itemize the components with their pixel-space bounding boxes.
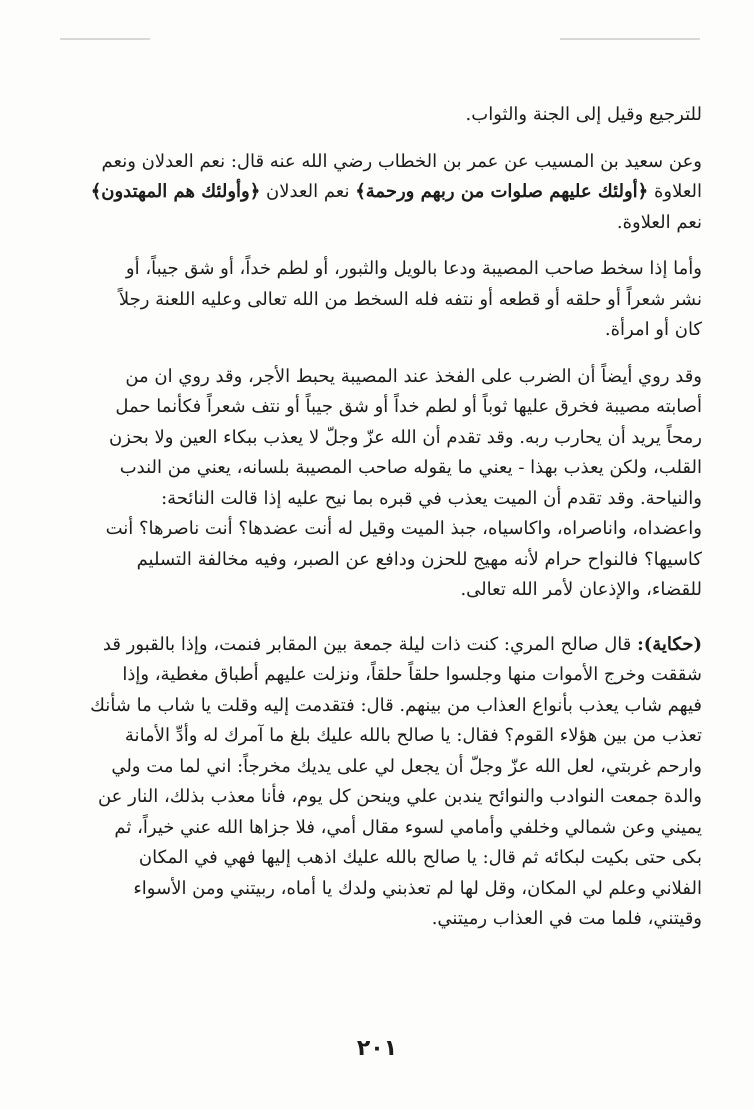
text-segment: نعم العلاوة. (616, 211, 702, 233)
paragraph-2 (90, 147, 702, 239)
scan-artifact (60, 38, 150, 40)
quran-quote: ﴿وأولئك هم المهتدون﴾ (90, 181, 261, 202)
story-heading: (حكاية): (637, 633, 702, 655)
text-segment: وعن سعيد بن المسيب عن عمر بن الخطاب رضي الله عنه قال: نعم العدلان ونعم العلاوة (101, 150, 702, 202)
paragraph-1 (90, 100, 702, 131)
paragraph-4 (90, 362, 702, 606)
page-body (90, 100, 702, 935)
paragraph-5-story (90, 630, 702, 935)
page-number: ٢٠١ (356, 1036, 398, 1061)
quran-quote: ﴿أولئك عليهم صلوات من ربهم ورحمة﴾ (355, 181, 649, 202)
text-segment: وأما إذا سخط صاحب المصيبة ودعا بالويل والثبور، أو لطم خداً، أو شق جيباً، أو نشر شعراً أو حلقه أو قطعه أو نتفه فله السخط من الله تعالى وعليه اللعنة رجلاً كان أو امرأة. (118, 258, 702, 340)
text-segment: للترجيع وقيل إلى الجنة والثواب. (465, 104, 702, 125)
paragraph-3 (90, 254, 702, 346)
text-segment: نعم العدلان (260, 181, 356, 202)
text-segment: وقد روي أيضاً أن الضرب على الفخذ عند المصيبة يحبط الأجر، وقد روي ان من أصابته مصيبة فخرق عليها ثوباً أو لطم خداً أو شق جيباً أو نتف شعراً فكأنما حمل رمحاً يريد أن يحارب ربه. وقد تقدم أن الله عزّ وجلّ لا يعذب ببكاء العين ولا بحزن القلب، ولكن يعذب بهذا - يعني ما يقوله صاحب المصيبة بلسانه، يعني من الندب والنياحة. وقد تقدم أن الميت يعذب في قبره بما نيح عليه إذا قالت النائحة: واعضداه، واناصراه، واكاسياه، جبذ الميت وقيل له أنت عضدها؟ أنت ناصرها؟ أنت كاسيها؟ فالنواح حرام لأنه مهيج للحزن ودافع عن الصبر، وفيه مخالفة التسليم للقضاء، والإذعان لأمر الله تعالى. (105, 365, 702, 600)
scan-artifact (560, 38, 700, 40)
text-segment: قال صالح المري: كنت ذات ليلة جمعة بين المقابر فنمت، وإذا بالقبور قد شققت وخرج الأموات منها وجلسوا حلقاً حلقاً، ونزلت عليهم أطباق مغطية، وإذا فيهم شاب يعذب بأنواع العذاب من بينهم. قال: فتقدمت إليه وقلت يا شاب ما شأنك تعذب من بين هؤلاء القوم؟ فقال: يا صالح بالله عليك بلغ ما آمرك له وأدِّ الأمانة وارحم غربتي، لعل الله عزّ وجلّ أن يجعل لي على يديك مخرجاً: اني لما مت ولي والدة جمعت النوادب والنوائح يندبن علي وينحن كل يوم، فأنا معذب بذلك، النار عن يميني وعن شمالي وخلفي وأمامي لسوء مقال أمي، فلا جزاها الله عني خيراً، ثم بكى حتى بكيت لبكائه ثم قال: يا صالح بالله عليك اذهب إليها فهي في المكان الفلاني وعلم لي المكان، وقل لها لم تعذبني ولدك يا أماه، ربيتني ومن الأسواء وقيتني، فلما مت في العذاب رميتني. (90, 633, 702, 929)
